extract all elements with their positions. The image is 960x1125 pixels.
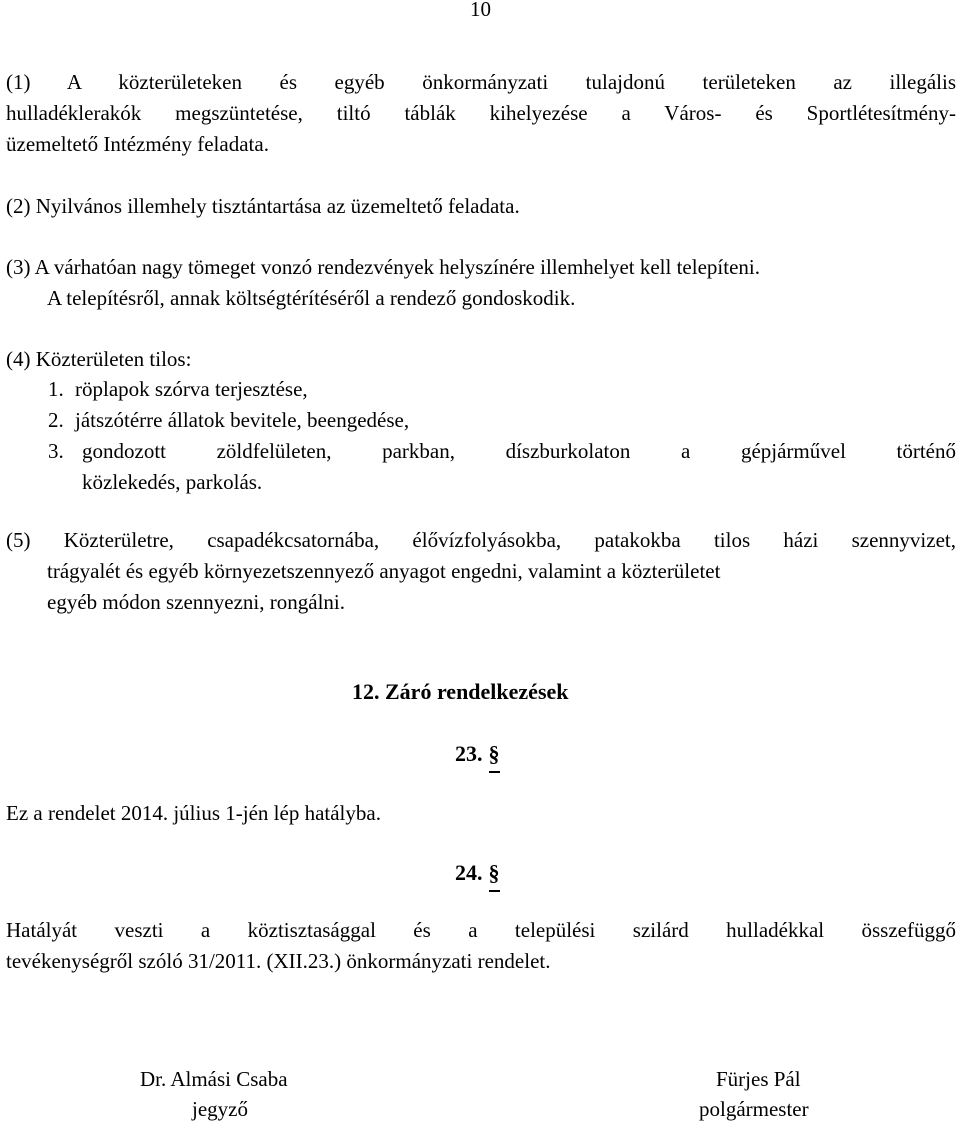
list-item-text-continued: közlekedés, parkolás. <box>82 470 263 494</box>
list-item-text: röplapok szórva terjesztése, <box>75 377 308 401</box>
section-sign: § <box>489 857 500 892</box>
paragraph-2: (2) Nyilvános illemhely tisztántartása az üzemeltető feladata. <box>6 194 520 218</box>
list-item-text: gondozott zöldfelületen, parkban, díszburkolaton a gépjárművel történő <box>82 439 956 463</box>
section-23-text: Ez a rendelet 2014. július 1-jén lép hatályba. <box>6 801 381 825</box>
section-sign: § <box>489 738 500 773</box>
section-number: 24. <box>455 860 483 885</box>
list-item-number: 1. <box>48 377 64 401</box>
paragraph-5-line-1: (5) Közterületre, csapadékcsatornába, élővízfolyásokba, patakokba tilos házi szennyvizet, <box>6 528 956 552</box>
section-24-text-line-2: tevékenységről szóló 31/2011. (XII.23.) önkormányzati rendelet. <box>6 949 551 973</box>
list-item-number: 3. <box>48 439 64 463</box>
section-24-text-line-1: Hatályát veszti a köztisztasággal és a települési szilárd hulladékkal összefüggő <box>6 918 956 942</box>
section-24-heading <box>455 857 500 892</box>
section-number: 23. <box>455 741 483 766</box>
paragraph-1-line-2: hulladéklerakók megszüntetése, tiltó táblák kihelyezése a Város- és Sportlétesítmény- <box>6 101 956 125</box>
closing-heading: 12. Záró rendelkezések <box>352 679 569 704</box>
paragraph-5-line-3: egyéb módon szennyezni, rongálni. <box>47 590 345 614</box>
signature-right-name: Fürjes Pál <box>716 1067 801 1091</box>
list-item-number: 2. <box>48 408 64 432</box>
paragraph-5-line-2: trágyalét és egyéb környezetszennyező anyagot engedni, valamint a közterületet <box>47 559 721 583</box>
paragraph-1-line-3: üzemeltető Intézmény feladata. <box>6 132 269 156</box>
paragraph-4-heading: (4) Közterületen tilos: <box>6 347 192 371</box>
list-item-text: játszótérre állatok bevitele, beengedése, <box>75 408 410 432</box>
section-23-heading <box>455 738 500 773</box>
paragraph-3-line-1: (3) A várhatóan nagy tömeget vonzó rendezvények helyszínére illemhelyet kell telepíteni. <box>6 255 760 279</box>
signature-left-title: jegyző <box>192 1097 248 1121</box>
paragraph-3-line-2: A telepítésről, annak költségtérítéséről a rendező gondoskodik. <box>47 286 576 310</box>
signature-left-name: Dr. Almási Csaba <box>140 1067 288 1091</box>
page-number: 10 <box>470 0 491 21</box>
list-item <box>48 405 409 436</box>
list-item <box>48 374 308 405</box>
paragraph-1-line-1: (1) A közterületeken és egyéb önkormányzati tulajdonú területeken az illegális <box>6 70 956 94</box>
signature-right-title: polgármester <box>699 1097 809 1121</box>
